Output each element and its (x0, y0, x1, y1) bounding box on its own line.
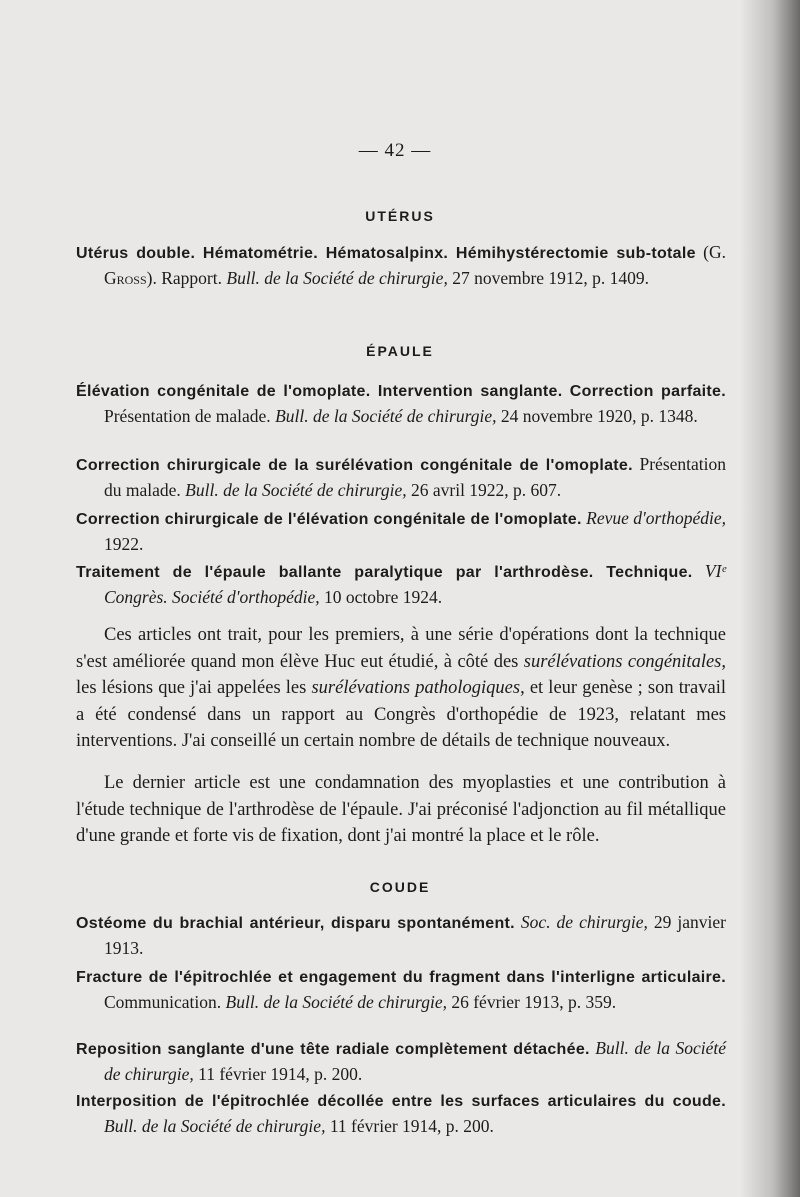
entry-title: Correction chirurgicale de l'élévation congénitale de l'omoplate. (76, 511, 582, 528)
entry-journal: Bull. de la Société de chirurgie, (104, 1038, 726, 1084)
bibliography-entry (76, 559, 726, 609)
entry-pre: Présentation du malade. (104, 454, 726, 500)
commentary-text: Le dernier article est une condamnation des myoplasties et une contribution à l'étude technique de l'arthrodèse de l'épaule. J'ai préconisé l'adjonction au fil métallique d'une grande et forte vis de fixation, dont j'ai montré la place et le rôle. (76, 773, 726, 846)
entry-journal: Bull. de la Société de chirurgie, (185, 480, 407, 500)
commentary-paragraph (76, 622, 726, 755)
entry-journal: VIᵉ Congrès. Société d'orthopédie, (104, 561, 727, 607)
bibliography-entry (76, 452, 726, 502)
commentary-emphasis: surélévations congénitales (523, 651, 722, 672)
bibliography-entry (76, 1036, 726, 1086)
entry-title: Utérus double. Hématométrie. Hématosalpinx. Hémihystérectomie sub-totale (76, 245, 696, 262)
commentary-emphasis: surélévations pathologiques (311, 678, 521, 698)
entry-details: 27 novembre 1912, p. 1409. (447, 268, 650, 288)
entry-author-open: (G. (695, 242, 726, 262)
section-heading-epaule: ÉPAULE (366, 343, 434, 359)
bibliography-entry (76, 506, 726, 556)
entry-title: Ostéome du brachial antérieur, disparu spontanément. (76, 915, 515, 932)
entry-journal: Soc. de chirurgie, (520, 912, 648, 932)
bibliography-entry (76, 378, 726, 428)
bibliography-entry (76, 964, 726, 1014)
entry-pre: Communication. (104, 992, 226, 1012)
entry-title: Fracture de l'épitrochlée et engagement du fragment dans l'interligne articulaire. (76, 969, 726, 986)
entry-title: Reposition sanglante d'une tête radiale complètement détachée. (76, 1041, 590, 1058)
commentary-text: Ces articles ont trait, pour les premiers, à une série d'opérations dont la technique s'est améliorée quand mon élève Huc eut étudié, à côté des (76, 625, 726, 672)
entry-pre: Présentation de malade. (104, 406, 276, 426)
page-number: — 42 — (358, 140, 432, 161)
entry-journal: Bull. de la Société de chirurgie, (275, 406, 497, 426)
bibliography-entry (76, 240, 726, 290)
entry-journal: Bull. de la Société de chirurgie, (104, 1116, 326, 1136)
commentary-paragraph (76, 770, 726, 850)
entry-journal: Bull. de la Société de chirurgie, (226, 268, 448, 288)
entry-details: 10 octobre 1924. (319, 587, 443, 607)
entry-pre (693, 561, 705, 581)
entry-author: Gross (104, 268, 147, 288)
entry-title: Correction chirurgicale de la surélévation congénitale de l'omoplate. (76, 457, 633, 474)
entry-details: 11 février 1914, p. 200. (325, 1116, 494, 1136)
commentary-text: , et leur genèse ; son travail a été condensé dans un rapport au Congrès d'orthopédie de 1923, relatant mes interventions. J'ai conseillé un certain nombre de détails de technique nouveaux. (76, 678, 726, 751)
entry-details: 26 février 1913, p. 359. (446, 992, 617, 1012)
section-heading-uterus: UTÉRUS (365, 208, 435, 224)
entry-details: 1922. (104, 534, 144, 554)
bibliography-entry (76, 910, 726, 960)
entry-title: Interposition de l'épitrochlée décollée entre les surfaces articulaires du coude. (76, 1093, 726, 1110)
commentary-text: , les lésions que j'ai appelées les (76, 651, 726, 698)
bibliography-entry (76, 1088, 726, 1138)
section-heading-coude: COUDE (369, 879, 431, 895)
entry-details: 26 avril 1922, p. 607. (406, 480, 562, 500)
entry-details: 11 février 1914, p. 200. (193, 1064, 363, 1084)
entry-details: 29 janvier 1913. (104, 912, 727, 958)
entry-journal: Bull. de la Société de chirurgie, (225, 992, 447, 1012)
binding-shadow (740, 0, 800, 1197)
entry-title: Traitement de l'épaule ballante paralytique par l'arthrodèse. Technique. (76, 564, 693, 581)
entry-details: 24 novembre 1920, p. 1348. (496, 406, 698, 426)
entry-title: Élévation congénitale de l'omoplate. Intervention sanglante. Correction parfaite. (76, 383, 726, 400)
entry-author-close: ). Rapport. (146, 268, 227, 288)
entry-journal: Revue d'orthopédie, (586, 508, 726, 528)
